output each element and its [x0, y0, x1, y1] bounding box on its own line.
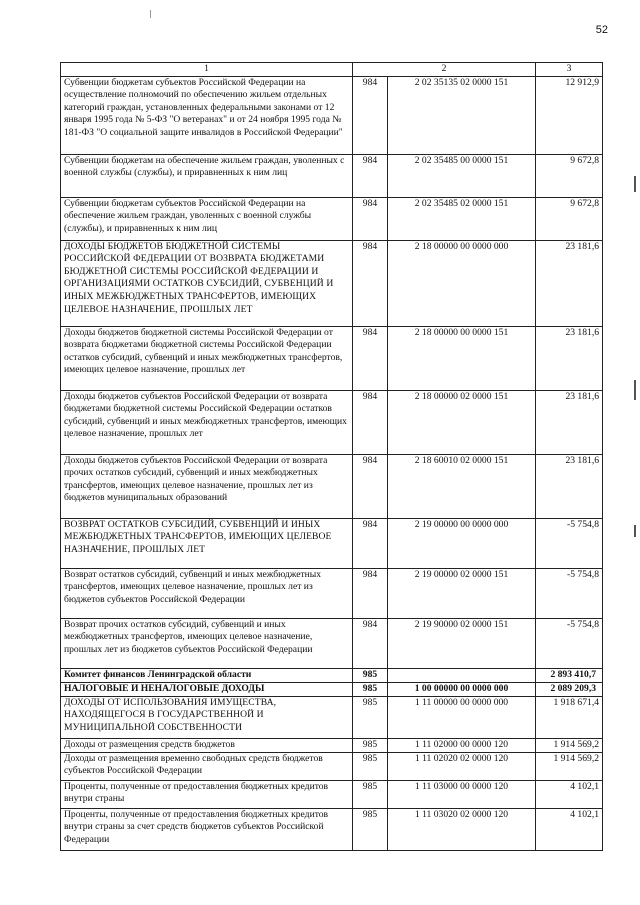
row-kbk-code: 2 19 90000 02 0000 151 — [388, 618, 536, 668]
scan-mark — [150, 10, 151, 18]
row-kbk-code: 1 11 03000 00 0000 120 — [388, 780, 536, 808]
row-admin-code: 984 — [353, 568, 388, 618]
row-admin-code: 984 — [353, 197, 388, 240]
table-row — [61, 668, 603, 682]
row-amount: 1 914 569,2 — [536, 738, 603, 752]
row-kbk-code: 2 02 35135 02 0000 151 — [388, 76, 536, 154]
table-row — [61, 752, 603, 780]
row-admin-code: 984 — [353, 326, 388, 390]
row-admin-code: 984 — [353, 240, 388, 326]
table-row — [61, 696, 603, 738]
row-admin-code: 984 — [353, 518, 388, 568]
row-name: Возврат остатков субсидий, субвенций и иных межбюджетных трансфертов, имеющих целевое назначение, прошлых лет из бюджетов субъектов Российской Федерации — [61, 568, 353, 618]
revenue-table — [60, 62, 603, 851]
row-admin-code: 985 — [353, 752, 388, 780]
row-amount: 23 181,6 — [536, 240, 603, 326]
table-header-row — [61, 63, 603, 77]
table-row — [61, 738, 603, 752]
row-amount: 23 181,6 — [536, 454, 603, 518]
row-amount: 2 893 410,7 — [536, 668, 603, 682]
row-name: Комитет финансов Ленинградской области — [61, 668, 353, 682]
row-admin-code: 984 — [353, 618, 388, 668]
row-amount: 4 102,1 — [536, 808, 603, 850]
row-kbk-code: 2 19 00000 00 0000 000 — [388, 518, 536, 568]
row-name: Доходы бюджетов субъектов Российской Федерации от возврата бюджетами бюджетной системы Российской Федерации остатков субсидий, субвенций и иных межбюджетных трансфертов, имеющих целевое назначение, прошлых лет — [61, 390, 353, 454]
column-header-2: 2 — [353, 63, 536, 77]
row-kbk-code: 2 19 00000 02 0000 151 — [388, 568, 536, 618]
row-name: Доходы бюджетов субъектов Российской Федерации от возврата прочих остатков субсидий, субвенций и иных межбюджетных трансфертов, имеющих целевое назначение, прошлых лет из бюджетов муниципальных образований — [61, 454, 353, 518]
row-kbk-code: 1 11 02020 02 0000 120 — [388, 752, 536, 780]
row-kbk-code: 2 18 00000 00 0000 151 — [388, 326, 536, 390]
row-kbk-code: 2 02 35485 00 0000 151 — [388, 154, 536, 197]
table-row — [61, 240, 603, 326]
row-amount: 1 914 569,2 — [536, 752, 603, 780]
row-amount: 12 912,9 — [536, 76, 603, 154]
row-name: Субвенции бюджетам субъектов Российской Федерации на осуществление полномочий по обеспечению жильем отдельных категорий граждан, установленных федеральными законами от 12 января 1995 года № 5-ФЗ "О ветеранах" и от 24 ноября 1995 года № 181-ФЗ "О социальной защите инвалидов в Российской Федерации" — [61, 76, 353, 154]
table-row — [61, 618, 603, 668]
row-name: Субвенции бюджетам на обеспечение жильем граждан, уволенных с военной службы (службы), и приравненных к ним лиц — [61, 154, 353, 197]
row-amount: 9 672,8 — [536, 197, 603, 240]
row-amount: 2 089 209,3 — [536, 682, 603, 696]
row-name: ВОЗВРАТ ОСТАТКОВ СУБСИДИЙ, СУБВЕНЦИЙ И ИНЫХ МЕЖБЮДЖЕТНЫХ ТРАНСФЕРТОВ, ИМЕЮЩИХ ЦЕЛЕВОЕ НАЗНАЧЕНИЕ, ПРОШЛЫХ ЛЕТ — [61, 518, 353, 568]
row-name: НАЛОГОВЫЕ И НЕНАЛОГОВЫЕ ДОХОДЫ — [61, 682, 353, 696]
row-kbk-code: 2 18 00000 02 0000 151 — [388, 390, 536, 454]
row-amount: -5 754,8 — [536, 618, 603, 668]
row-admin-code: 985 — [353, 668, 388, 682]
table-row — [61, 518, 603, 568]
table-row — [61, 154, 603, 197]
row-kbk-code: 1 11 03020 02 0000 120 — [388, 808, 536, 850]
row-admin-code: 984 — [353, 454, 388, 518]
table-row — [61, 808, 603, 850]
row-admin-code: 985 — [353, 808, 388, 850]
row-name: Проценты, полученные от предоставления бюджетных кредитов внутри страны за счет средств бюджетов субъектов Российской Федерации — [61, 808, 353, 850]
row-kbk-code: 2 02 35485 02 0000 151 — [388, 197, 536, 240]
scan-edge-mark — [634, 525, 636, 537]
row-name: Доходы бюджетов бюджетной системы Российской Федерации от возврата бюджетами бюджетной системы Российской Федерации остатков субсидий, субвенций и иных межбюджетных трансфертов, имеющих целевое назначение, прошлых лет — [61, 326, 353, 390]
row-name: ДОХОДЫ БЮДЖЕТОВ БЮДЖЕТНОЙ СИСТЕМЫ РОССИЙСКОЙ ФЕДЕРАЦИИ ОТ ВОЗВРАТА БЮДЖЕТАМИ БЮДЖЕТНОЙ СИСТЕМЫ РОССИЙСКОЙ ФЕДЕРАЦИИ И ОРГАНИЗАЦИЯМИ ОСТАТКОВ СУБСИДИЙ, СУБВЕНЦИЙ И ИНЫХ МЕЖБЮДЖЕТНЫХ ТРАНСФЕРТОВ, ИМЕЮЩИХ ЦЕЛЕВОЕ НАЗНАЧЕНИЕ, ПРОШЛЫХ ЛЕТ — [61, 240, 353, 326]
row-admin-code: 985 — [353, 738, 388, 752]
row-admin-code: 985 — [353, 780, 388, 808]
row-amount: 9 672,8 — [536, 154, 603, 197]
scan-edge-mark — [634, 176, 636, 192]
row-amount: 1 918 671,4 — [536, 696, 603, 738]
row-name: Доходы от размещения средств бюджетов — [61, 738, 353, 752]
row-amount: 23 181,6 — [536, 390, 603, 454]
row-admin-code: 984 — [353, 154, 388, 197]
row-amount: 23 181,6 — [536, 326, 603, 390]
row-admin-code: 984 — [353, 390, 388, 454]
row-name: Доходы от размещения временно свободных средств бюджетов субъектов Российской Федерации — [61, 752, 353, 780]
row-kbk-code: 2 18 60010 02 0000 151 — [388, 454, 536, 518]
column-header-1: 1 — [61, 63, 353, 77]
scan-edge-mark — [634, 380, 636, 400]
table-row — [61, 454, 603, 518]
table-row — [61, 390, 603, 454]
row-kbk-code: 1 11 00000 00 0000 000 — [388, 696, 536, 738]
table-row — [61, 780, 603, 808]
row-name: Возврат прочих остатков субсидий, субвенций и иных межбюджетных трансфертов, имеющих целевое назначение, прошлых лет из бюджетов субъектов Российской Федерации — [61, 618, 353, 668]
row-name: Проценты, полученные от предоставления бюджетных кредитов внутри страны — [61, 780, 353, 808]
row-kbk-code: 1 00 00000 00 0000 000 — [388, 682, 536, 696]
row-admin-code: 984 — [353, 76, 388, 154]
column-header-3: 3 — [536, 63, 603, 77]
row-kbk-code: 2 18 00000 00 0000 000 — [388, 240, 536, 326]
row-amount: -5 754,8 — [536, 568, 603, 618]
row-name: ДОХОДЫ ОТ ИСПОЛЬЗОВАНИЯ ИМУЩЕСТВА, НАХОДЯЩЕГОСЯ В ГОСУДАРСТВЕННОЙ И МУНИЦИПАЛЬНОЙ СОБСТВЕННОСТИ — [61, 696, 353, 738]
table-row — [61, 76, 603, 154]
row-amount: -5 754,8 — [536, 518, 603, 568]
row-admin-code: 985 — [353, 696, 388, 738]
row-amount: 4 102,1 — [536, 780, 603, 808]
row-kbk-code — [388, 668, 536, 682]
table-row — [61, 326, 603, 390]
table-row — [61, 682, 603, 696]
table-row — [61, 568, 603, 618]
row-admin-code: 985 — [353, 682, 388, 696]
row-name: Субвенции бюджетам субъектов Российской Федерации на обеспечение жильем граждан, уволенных с военной службы (службы), и приравненных к ним лиц — [61, 197, 353, 240]
row-kbk-code: 1 11 02000 00 0000 120 — [388, 738, 536, 752]
table-row — [61, 197, 603, 240]
page-number: 52 — [595, 24, 608, 36]
